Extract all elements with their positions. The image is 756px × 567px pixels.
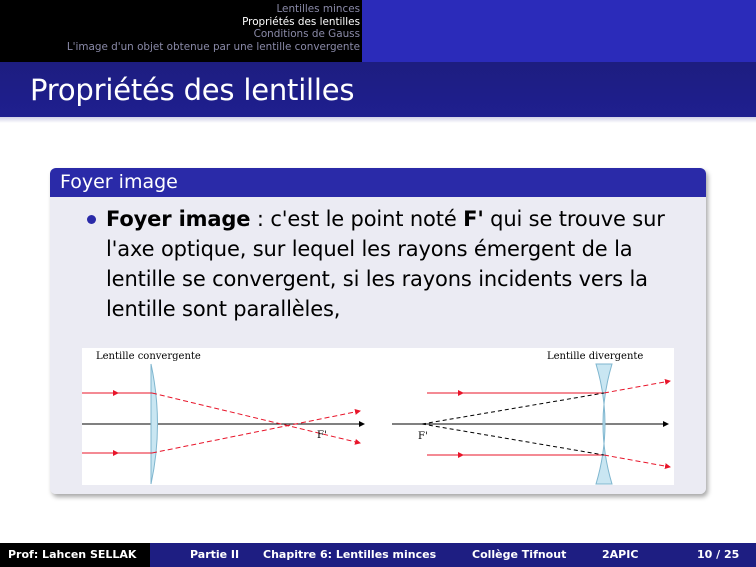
bullet-point-symbol: F'	[463, 207, 484, 231]
block-header	[50, 168, 706, 197]
footer-author: Prof: Lahcen SELLAK	[8, 548, 137, 561]
converging-lens-diagram	[82, 364, 364, 484]
section-navigation	[0, 0, 362, 62]
footer-page-number: 10 / 25	[697, 548, 740, 561]
label-lentille-divergente: Lentille divergente	[547, 351, 644, 362]
diverging-lens-diagram	[392, 364, 670, 484]
nav-section-proprietes[interactable]: Propriétés des lentilles	[242, 15, 360, 28]
virtual-ray-bottom	[422, 424, 604, 455]
footer-school: Collège Tifnout	[472, 548, 567, 561]
lens-diagram	[82, 348, 674, 485]
bullet-text	[106, 204, 706, 324]
footer-level: 2APIC	[602, 548, 639, 561]
emergent-ray-bottom	[152, 411, 360, 453]
footer-chapter: Chapitre 6: Lentilles minces	[263, 548, 437, 561]
header-right-panel	[362, 0, 756, 62]
definition-block	[50, 168, 706, 494]
focus-label-right: F'	[418, 431, 428, 442]
virtual-ray-top	[422, 393, 604, 424]
bullet-icon	[87, 215, 96, 224]
footer-bar	[0, 543, 756, 567]
emergent-ray-top	[152, 393, 360, 443]
title-bar	[0, 62, 756, 117]
block-title: Foyer image	[60, 171, 178, 193]
nav-section-conditions-gauss[interactable]: Conditions de Gauss	[253, 28, 360, 40]
nav-section-image-objet[interactable]: L'image d'un objet obtenue par une lentille convergente	[66, 40, 360, 53]
label-lentille-convergente: Lentille convergente	[96, 351, 201, 362]
focus-label-left: F'	[317, 430, 327, 441]
footer-part: Partie II	[190, 548, 240, 561]
emergent-ray-bottom-right	[604, 455, 670, 467]
converging-lens-icon	[151, 364, 158, 484]
bullet-text-part1: : c'est le point noté	[250, 207, 464, 231]
lens-diagram-svg	[82, 348, 674, 485]
title-shadow	[0, 117, 756, 123]
bullet-term: Foyer image	[106, 207, 251, 231]
nav-section-lentilles-minces[interactable]: Lentilles minces	[276, 3, 360, 15]
emergent-ray-top-right	[604, 381, 670, 393]
slide-title: Propriétés des lentilles	[30, 73, 355, 107]
bullet-text-part2: qui se trouve sur l'axe optique, sur lequel les rayons émergent de la lentille se convergent, si les rayons incidents vers la lentille sont parallèles,	[106, 207, 665, 321]
